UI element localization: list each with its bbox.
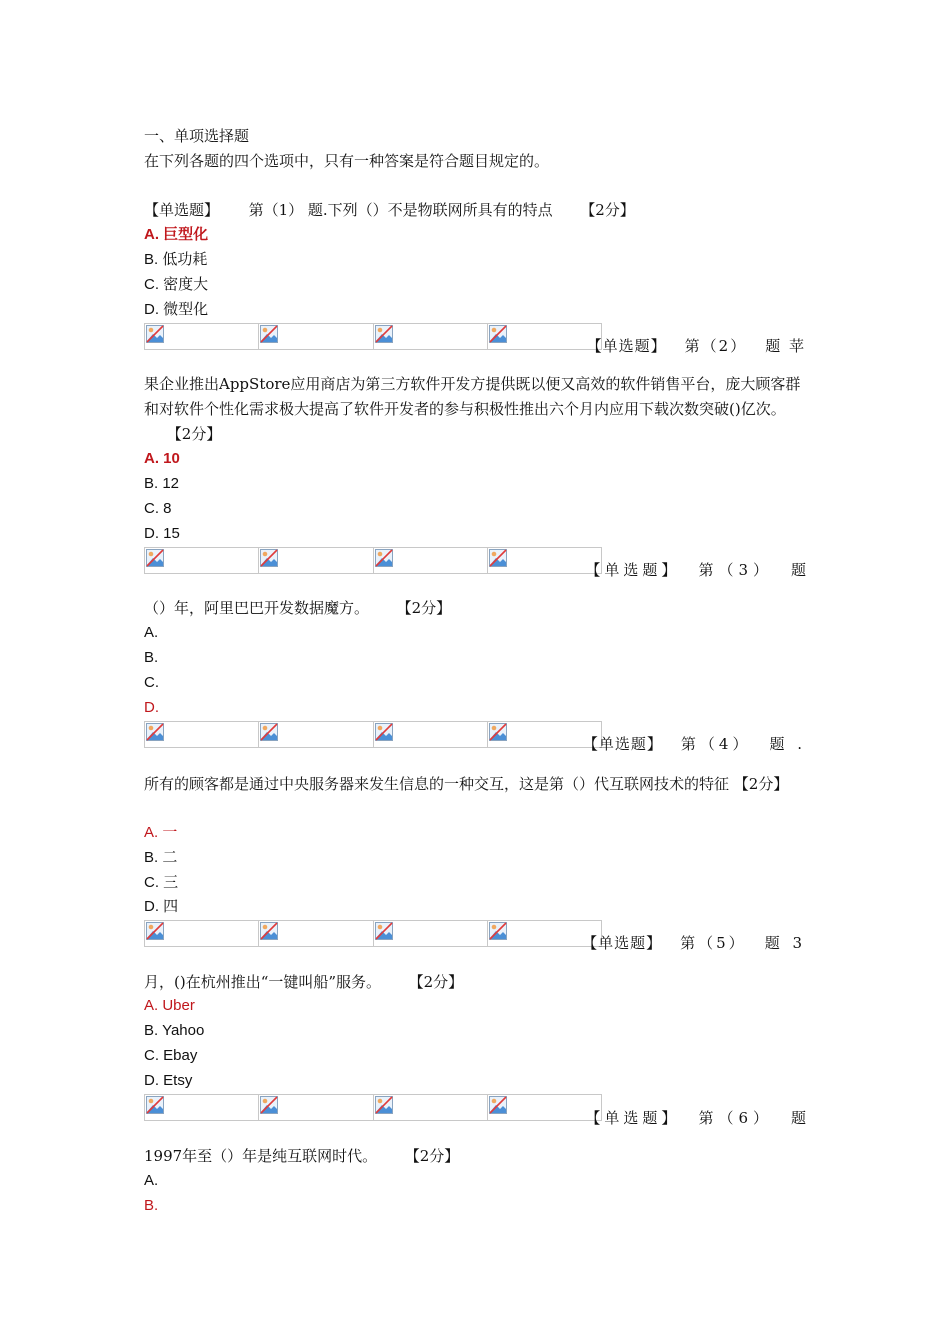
broken-image-icon: [146, 325, 164, 343]
question-tag: 【单选题】: [586, 337, 667, 355]
question-text: 月，()在杭州推出“一键叫船”服务。: [144, 973, 382, 991]
broken-image-icon: [260, 549, 278, 567]
broken-image-icon: [146, 723, 164, 741]
question-4-header: [583, 734, 806, 754]
broken-image-icon: [375, 325, 393, 343]
question-3-header: [585, 560, 806, 580]
option-d[interactable]: D. Etsy: [144, 1072, 193, 1089]
image-strip: [144, 547, 602, 574]
option-d[interactable]: D. 微型化: [144, 301, 209, 318]
broken-image-icon: [260, 1096, 278, 1114]
option-a[interactable]: A.: [144, 1172, 159, 1189]
image-cell: [145, 722, 259, 747]
question-number: 第（6）: [698, 1109, 773, 1127]
image-cell: [374, 324, 488, 349]
broken-image-icon: [375, 549, 393, 567]
option-b[interactable]: B.: [144, 1197, 159, 1214]
question-score: 【2分】: [408, 973, 464, 991]
option-b[interactable]: B. 二: [144, 849, 178, 866]
image-cell: [488, 548, 601, 573]
broken-image-icon: [146, 1096, 164, 1114]
question-number: 第（1）: [248, 201, 304, 219]
question-text-start: 题 .: [769, 735, 806, 753]
image-cell: [374, 921, 488, 946]
section-title: 一、单项选择题: [144, 127, 250, 145]
question-text-start: 题 苹: [765, 337, 806, 355]
option-d[interactable]: D. 四: [144, 898, 179, 915]
image-cell: [259, 324, 373, 349]
image-cell: [145, 921, 259, 946]
question-5-header: [582, 933, 806, 953]
question-text: 所有的顾客都是通过中央服务器来发生信息的一种交互，这是第（）代互联网技术的特征: [144, 775, 730, 793]
image-cell: [374, 548, 488, 573]
option-c[interactable]: C. Ebay: [144, 1047, 198, 1064]
broken-image-icon: [146, 549, 164, 567]
image-cell: [145, 1095, 259, 1120]
option-b[interactable]: B. 低功耗: [144, 251, 208, 268]
question-score: 【2分】: [733, 775, 789, 793]
image-cell: [145, 324, 259, 349]
image-cell: [259, 722, 373, 747]
question-score: 【2分】: [166, 425, 222, 443]
broken-image-icon: [489, 549, 507, 567]
question-tag: 【单选题】: [585, 561, 681, 579]
option-c[interactable]: C. 8: [144, 500, 172, 517]
question-text: （）年，阿里巴巴开发数据魔方。: [144, 599, 370, 617]
broken-image-icon: [375, 922, 393, 940]
option-a[interactable]: A. 10: [144, 450, 180, 467]
broken-image-icon: [146, 922, 164, 940]
broken-image-icon: [489, 723, 507, 741]
option-a[interactable]: A. 巨型化: [144, 226, 209, 243]
image-cell: [374, 722, 488, 747]
question-tag: 【单选题】: [582, 934, 663, 952]
question-tag: 【单选题】: [582, 735, 663, 753]
option-d[interactable]: D.: [144, 699, 159, 716]
broken-image-icon: [489, 922, 507, 940]
option-b[interactable]: B. Yahoo: [144, 1022, 205, 1039]
question-text-start: 题 3: [764, 934, 806, 952]
image-strip: [144, 1094, 602, 1121]
option-c[interactable]: C. 三: [144, 874, 179, 891]
question-score: 【2分】: [396, 599, 452, 617]
option-a[interactable]: A. 一: [144, 824, 178, 841]
broken-image-icon: [375, 1096, 393, 1114]
option-d[interactable]: D. 15: [144, 525, 180, 542]
image-cell: [488, 324, 601, 349]
question-score: 【2分】: [580, 201, 635, 219]
image-strip: [144, 920, 602, 947]
broken-image-icon: [375, 723, 393, 741]
question-2-body: [144, 372, 806, 447]
image-cell: [488, 1095, 601, 1120]
option-a[interactable]: A. Uber: [144, 997, 195, 1014]
question-tag: 【单选题】: [585, 1109, 681, 1127]
question-1-header: [144, 200, 635, 220]
question-6-header: [585, 1108, 806, 1128]
question-text-start: 题: [790, 1109, 806, 1127]
option-b[interactable]: B.: [144, 649, 159, 666]
question-number: 第（3）: [698, 561, 773, 579]
image-cell: [259, 548, 373, 573]
question-5-body: [144, 972, 463, 992]
question-2-header: [587, 336, 806, 356]
question-4-body: [144, 772, 806, 797]
question-text-start: 题: [790, 561, 806, 579]
option-a[interactable]: A.: [144, 624, 159, 641]
question-number: 第（4）: [680, 735, 752, 753]
question-text: 果企业推出AppStore应用商店为第三方软件开发方提供既以便又高效的软件销售平台，庞大顾客群和对软件个性化需求极大提高了软件开发者的参与积极性推出六个月内应用下载次数突破()亿次。: [144, 375, 801, 418]
question-tag: 【单选题】: [144, 201, 220, 219]
broken-image-icon: [489, 325, 507, 343]
question-text: 题.下列（）不是物联网所具有的特点: [307, 201, 553, 219]
question-text: 1997年至（）年是纯互联网时代。: [144, 1147, 378, 1165]
image-strip: [144, 721, 602, 748]
question-score: 【2分】: [404, 1147, 460, 1165]
question-3-body: [144, 598, 451, 618]
broken-image-icon: [489, 1096, 507, 1114]
image-cell: [259, 921, 373, 946]
broken-image-icon: [260, 922, 278, 940]
option-c[interactable]: C. 密度大: [144, 276, 209, 293]
question-number: 第（5）: [680, 934, 747, 952]
option-b[interactable]: B. 12: [144, 475, 180, 492]
question-number: 第（2）: [684, 337, 748, 355]
option-c[interactable]: C.: [144, 674, 159, 691]
image-strip: [144, 323, 602, 350]
image-cell: [374, 1095, 488, 1120]
question-6-body: [144, 1146, 459, 1166]
image-cell: [259, 1095, 373, 1120]
broken-image-icon: [260, 723, 278, 741]
section-instruction: 在下列各题的四个选项中，只有一种答案是符合题目规定的。: [144, 152, 550, 170]
image-cell: [145, 548, 259, 573]
broken-image-icon: [260, 325, 278, 343]
